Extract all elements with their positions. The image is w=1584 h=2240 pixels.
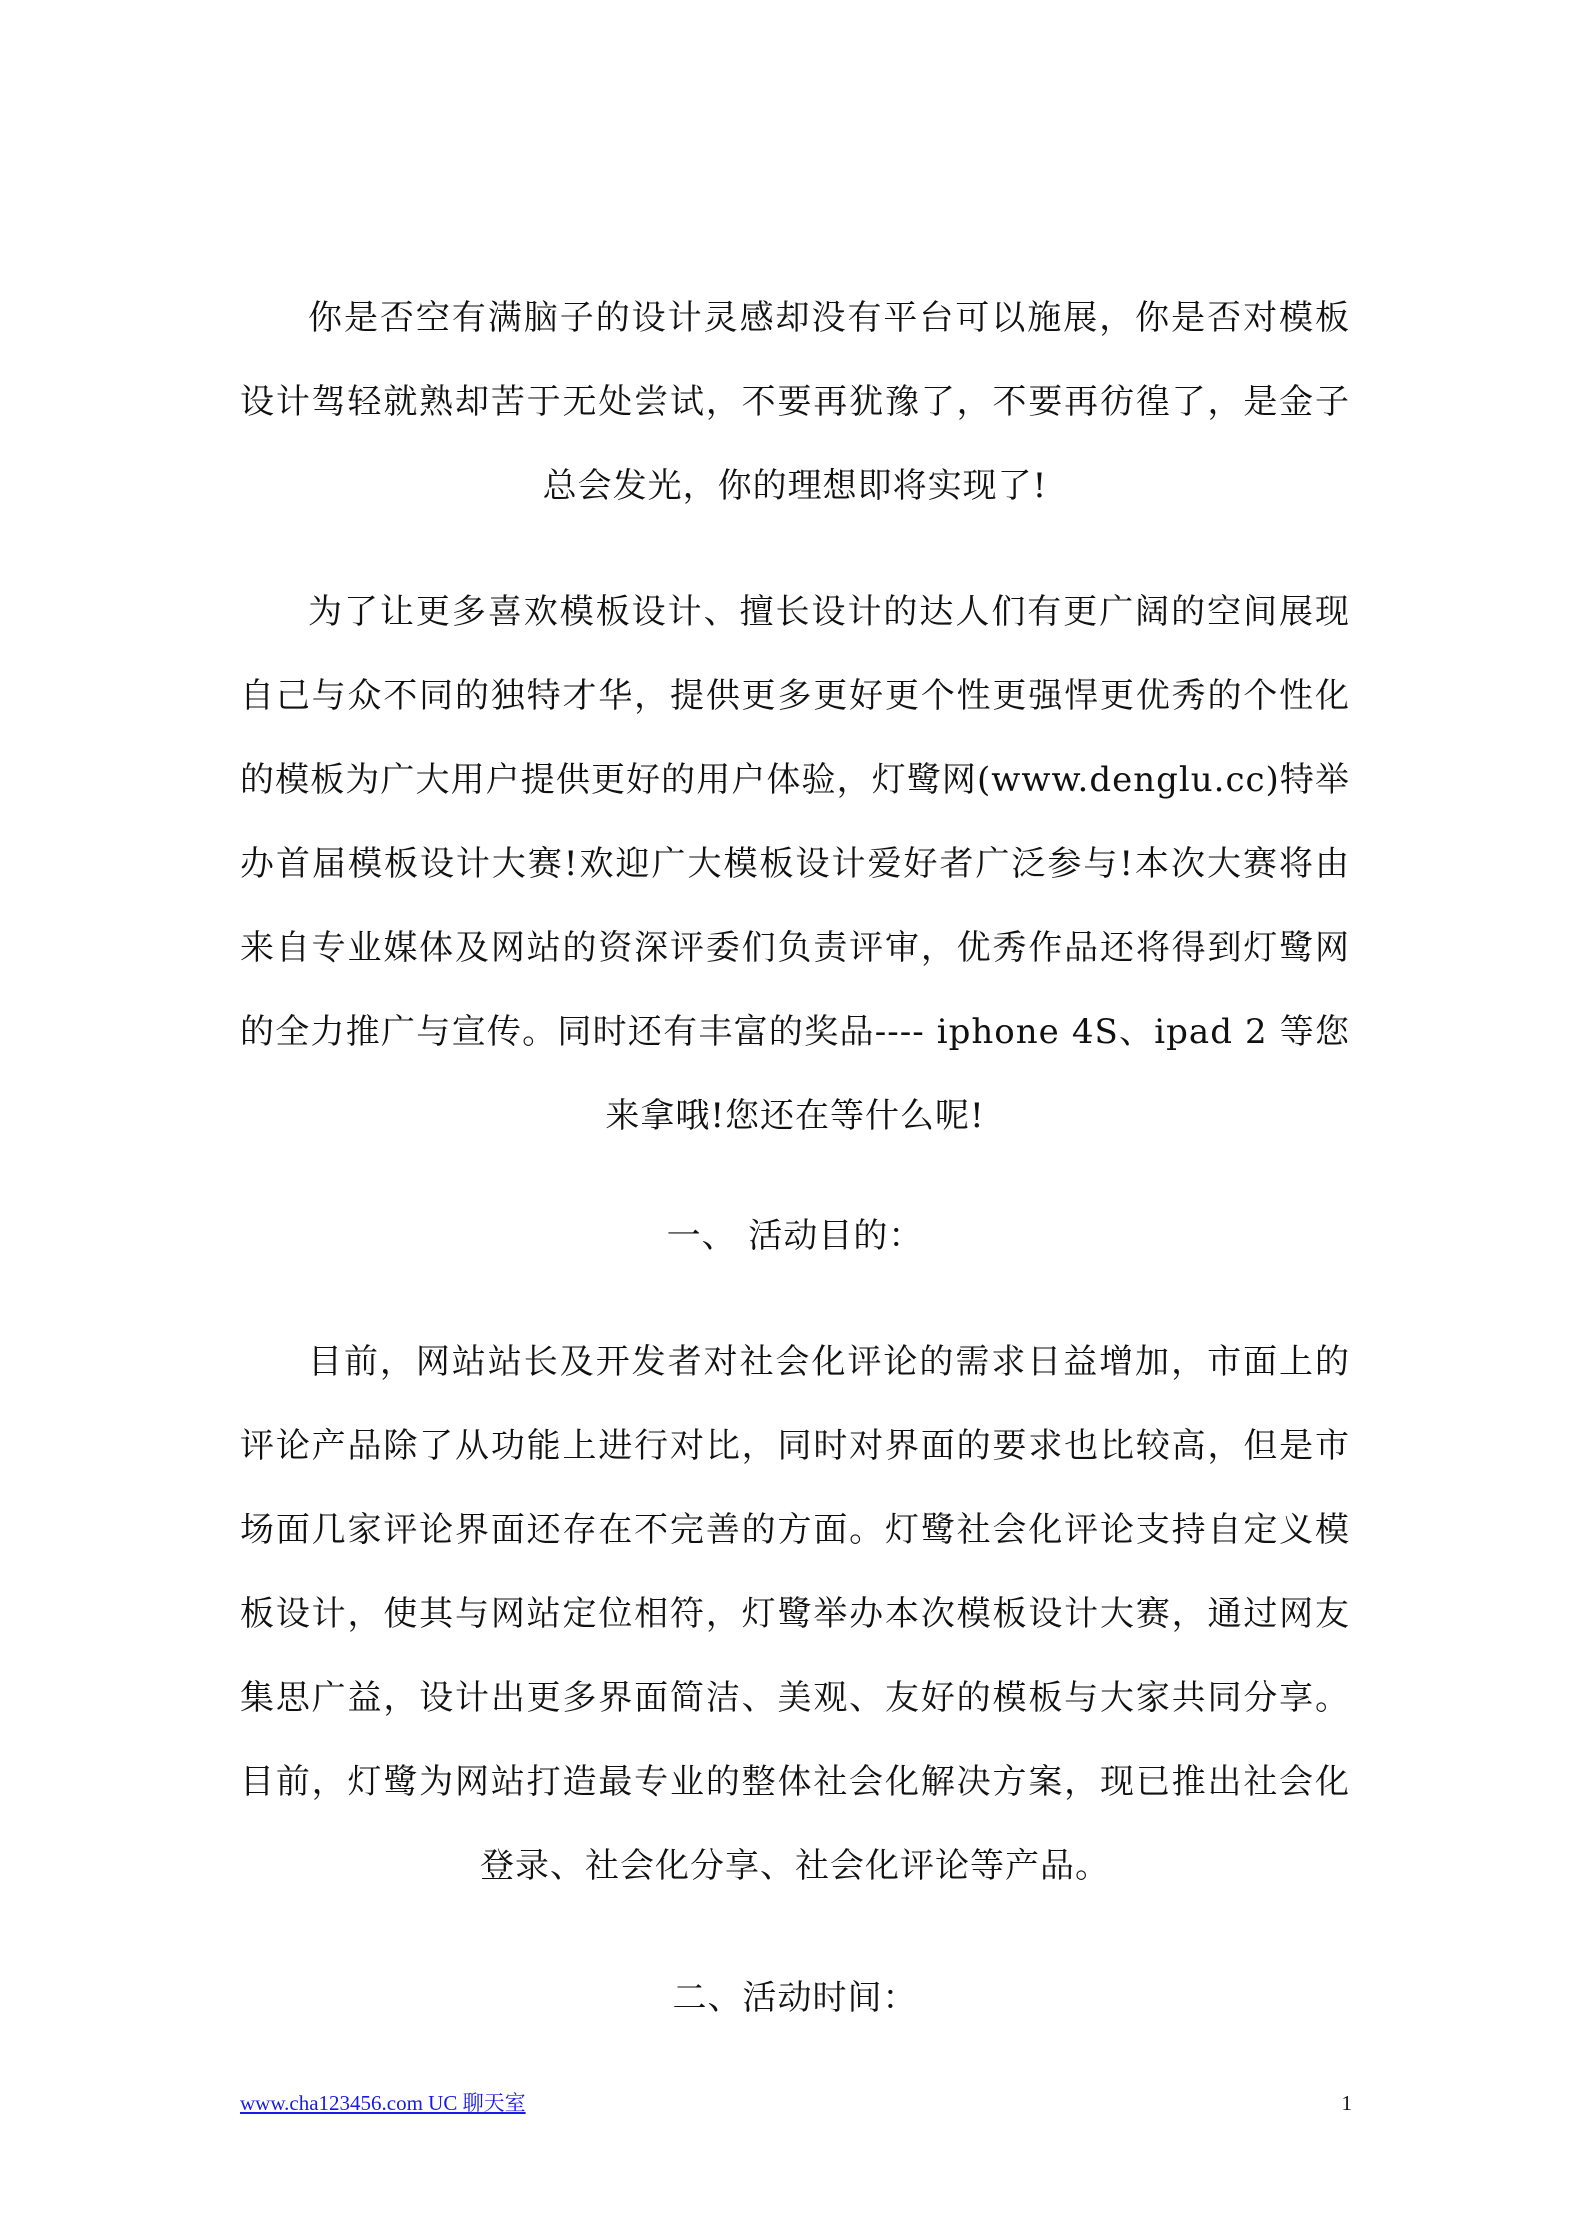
page-footer — [240, 2088, 1352, 2118]
section-heading-purpose: 一、 活动目的： — [666, 1216, 924, 1256]
contest-description-paragraph: 为了让更多喜欢模板设计、擅长设计的达人们有更广阔的空间展现自己与众不同的独特才华，提供更多更好更个性更强悍更优秀的个性化的模板为广大用户提供更好的用户体验，灯鹭网(www.denglu.cc)特举办首届模板设计大赛!欢迎广大模板设计爱好者广泛参与!本次大赛将由来自专业媒体及网站的资深评委们负责评审，优秀作品还将得到灯鹭网的全力推广与宣传。同时还有丰富的奖品---- iphone 4S、ipad 2 等您来拿哦!您还在等什么呢! — [240, 592, 1350, 1136]
intro-paragraph: 你是否空有满脑子的设计灵感却没有平台可以施展，你是否对模板设计驾轻就熟却苦于无处尝试，不要再犹豫了，不要再彷徨了，是金子总会发光，你的理想即将实现了! — [240, 298, 1350, 506]
purpose-paragraph: 目前，网站站长及开发者对社会化评论的需求日益增加，市面上的评论产品除了从功能上进行对比，同时对界面的要求也比较高，但是市场面几家评论界面还存在不完善的方面。灯鹭社会化评论支持自定义模板设计，使其与网站定位相符，灯鹭举办本次模板设计大赛，通过网友集思广益，设计出更多界面简洁、美观、友好的模板与大家共同分享。目前，灯鹭为网站打造最专业的整体社会化解决方案，现已推出社会化登录、社会化分享、社会化评论等产品。 — [240, 1342, 1350, 1886]
page-number: 1 — [1341, 2091, 1352, 2115]
footer-link[interactable]: www.cha123456.com UC 聊天室 — [240, 2091, 526, 2115]
section-heading-time: 二、活动时间： — [672, 1978, 918, 2018]
